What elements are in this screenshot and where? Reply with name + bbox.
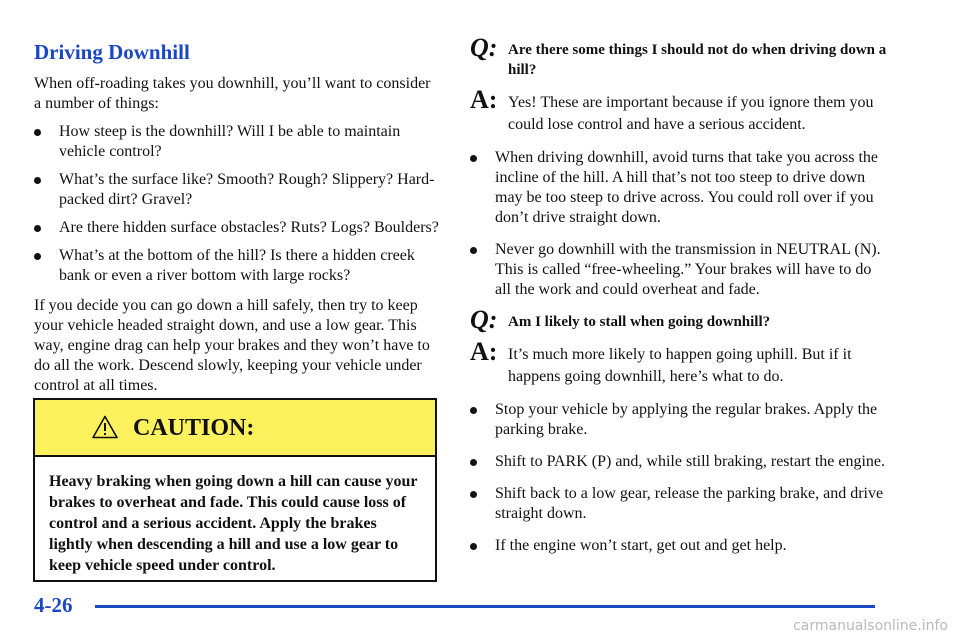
intro-paragraph: When off-roading takes you downhill, you’ll want to consider a number of things: (34, 75, 431, 112)
dont-list (470, 148, 890, 300)
answer-mark-label: A: (470, 85, 498, 114)
bullet-icon (34, 177, 41, 184)
caution-box (33, 398, 437, 582)
list-item: How steep is the downhill? Will I be able to maintain vehicle control? (34, 122, 440, 162)
bullet-icon (470, 459, 477, 466)
bullet-icon (470, 543, 477, 550)
bullet-icon (470, 491, 477, 498)
question-text: Are there some things I should not do when driving down a hill? (508, 42, 887, 78)
list-item: What’s the surface like? Smooth? Rough? Slippery? Hard-packed dirt? Gravel? (34, 170, 440, 210)
answer-text: It’s much more likely to happen going uphill. But if it happens going downhill, here’s what to do. (508, 346, 852, 385)
bullet-icon (470, 407, 477, 414)
answer-mark-label: A: (470, 337, 498, 366)
section-title: Driving Downhill (34, 40, 190, 64)
caution-header (35, 400, 435, 457)
question-mark-label: Q: (470, 33, 498, 62)
answer-block (470, 337, 890, 388)
bullet-icon (470, 155, 477, 162)
list-item: When driving downhill, avoid turns that take you across the incline of the hill. A hill that’s not too steep to drive down may be too steep to drive across. You could roll over if you don’t drive straight down. (470, 148, 890, 228)
list-item: Never go downhill with the transmission in NEUTRAL (N). This is called “free-wheeling.” Your brakes will have to do all the work and could overheat and fade. (470, 240, 890, 300)
right-column (470, 33, 890, 568)
list-item: Stop your vehicle by applying the regular brakes. Apply the parking brake. (470, 400, 890, 440)
considerations-list (34, 122, 440, 286)
answer-block (470, 85, 890, 136)
bullet-icon (34, 129, 41, 136)
caution-text: Heavy braking when going down a hill can cause your brakes to overheat and fade. This could cause loss of control and a serious accident. Apply the brakes lightly when descending a hill and use a low gear to keep vehicle speed under control. (49, 473, 418, 574)
list-item: Shift to PARK (P) and, while still braking, restart the engine. (470, 452, 890, 472)
list-item: What’s at the bottom of the hill? Is there a hidden creek bank or even a river bottom with large rocks? (34, 246, 440, 286)
descent-paragraph: If you decide you can go down a hill safely, then try to keep your vehicle headed straight down, and use a low gear. This way, engine drag can help your brakes and they won’t have to do all the work. Descend slowly, keeping your vehicle under control at all times. (34, 297, 430, 394)
warning-triangle-icon (92, 415, 118, 439)
question-text: Am I likely to stall when going downhill? (508, 314, 771, 330)
answer-text: Yes! These are important because if you ignore them you could lose control and have a serious accident. (508, 94, 874, 133)
page-number: 4-26 (34, 593, 73, 617)
list-item: Shift back to a low gear, release the parking brake, and drive straight down. (470, 484, 890, 524)
left-column (34, 40, 440, 396)
list-item: If the engine won’t start, get out and get help. (470, 536, 890, 556)
caution-title: CAUTION: (133, 415, 255, 441)
bullet-icon (34, 225, 41, 232)
question-block (470, 33, 890, 80)
question-block (470, 305, 890, 334)
question-mark-label: Q: (470, 305, 498, 334)
list-item: Are there hidden surface obstacles? Ruts? Logs? Boulders? (34, 218, 440, 238)
stall-steps-list (470, 400, 890, 556)
watermark: carmanualsonline.info (793, 618, 948, 634)
bullet-icon (470, 247, 477, 254)
footer-rule (95, 605, 875, 608)
bullet-icon (34, 253, 41, 260)
